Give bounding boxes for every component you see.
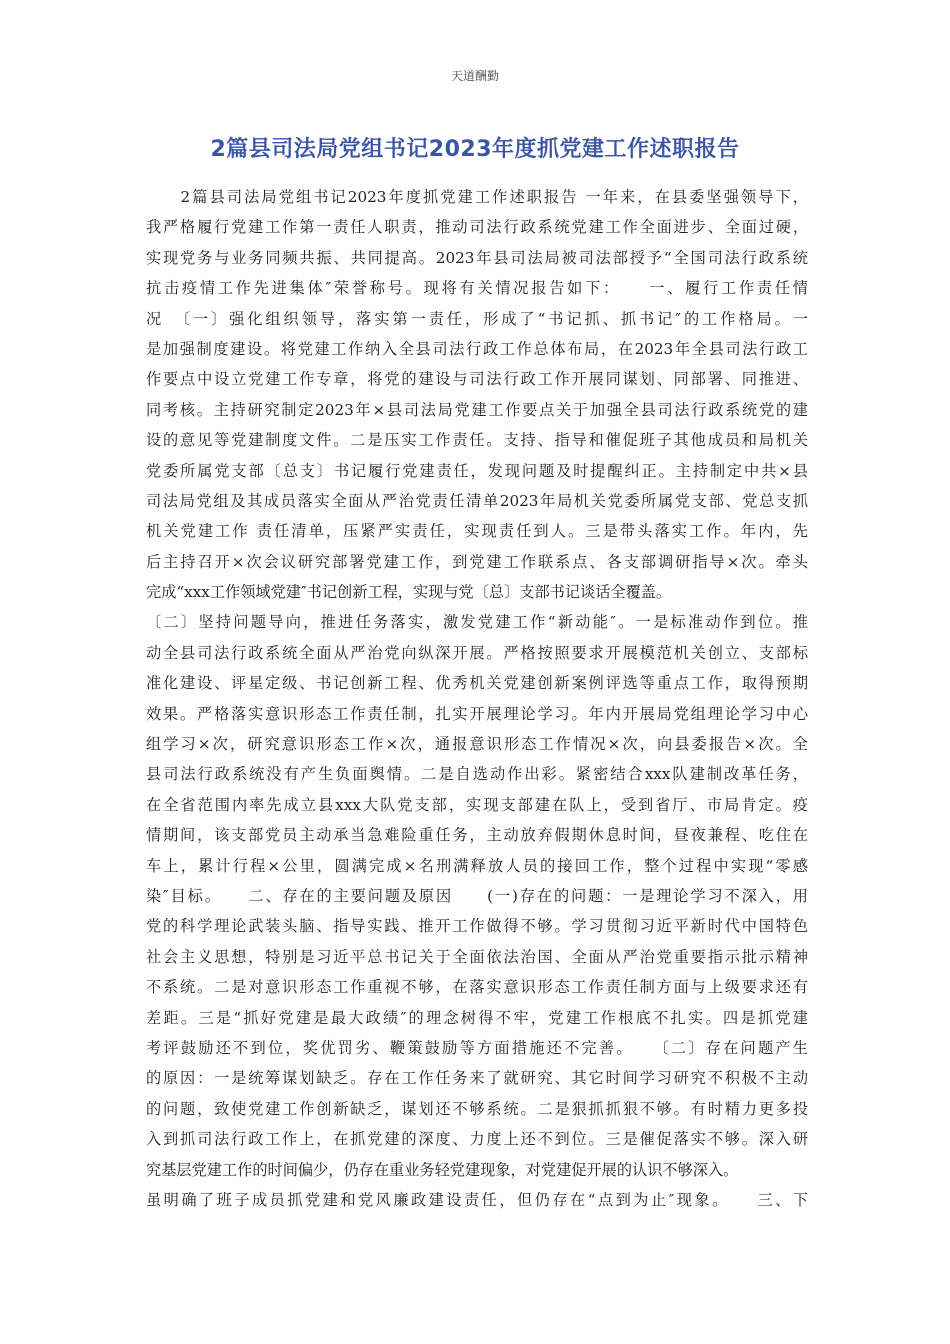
body-line: 入到抓司法行政工作上，在抓党建的深度、力度上还不到位。三是催促落实不够。深入研	[146, 1130, 808, 1149]
body-line: 后主持召开×次会议研究部署党建工作，到党建工作联系点、各支部调研指导×次。牵头	[146, 552, 808, 571]
body-line: 情期间，该支部党员主动承当急难险重任务，主动放弃假期休息时间，昼夜兼程、吃住在	[146, 826, 808, 845]
body-line: 效果。严格落实意识形态工作责任制，扎实开展理论学习。年内开展局党组理论学习中心	[146, 704, 808, 723]
body-line: 同考核。主持研究制定2023年×县司法局党建工作要点关于加强全县司法行政系统党的建	[146, 400, 808, 419]
body-line: 不系统。二是对意识形态工作重视不够，在落实意识形态工作责任制方面与上级要求还有	[146, 978, 808, 997]
document-body	[146, 182, 808, 1215]
body-line: 实现党务与业务同频共振、共同提高。2023年县司法局被司法部授予“全国司法行政系统	[146, 248, 808, 267]
body-line: 的原因：一是统筹谋划缺乏。存在工作任务来了就研究、其它时间学习研究不积极不主动	[146, 1069, 808, 1088]
body-line: 动全县司法行政系统全面从严治党向纵深开展。严格按照要求开展模范机关创立、支部标	[146, 643, 808, 662]
body-line: 染″目标。 二、存在的主要问题及原因 (一)存在的问题：一是理论学习不深入，用	[146, 886, 808, 905]
body-line: 在全省范围内率先成立县xxx大队党支部，实现支部建在队上，受到省厅、市局肯定。疫	[146, 795, 808, 814]
body-line: 组学习×次，研究意识形态工作×次，通报意识形态工作情况×次，向县委报告×次。全	[146, 735, 808, 754]
body-line: 社会主义思想，特别是习近平总书记关于全面依法治国、全面从严治党重要指示批示精神	[146, 947, 808, 966]
body-line: 抗击疫情工作先进集体″荣誉称号。现将有关情况报告如下： 一、履行工作责任情	[146, 279, 808, 298]
body-line: 差距。三是“抓好党建是最大政绩″的理念树得不牢，党建工作根底不扎实。四是抓党建	[146, 1008, 808, 1027]
body-line: 县司法行政系统没有产生负面舆情。二是自选动作出彩。紧密结合xxx队建制改革任务，	[146, 765, 808, 784]
body-line: 准化建设、评星定级、书记创新工程、优秀机关党建创新案例评选等重点工作，取得预期	[146, 674, 808, 693]
body-line: 作要点中设立党建工作专章，将党的建设与司法行政工作开展同谋划、同部署、同推进、	[146, 370, 808, 389]
body-line: 况 〔一〕强化组织领导，落实第一责任，形成了“书记抓、抓书记″的工作格局。一	[146, 309, 808, 328]
body-line: 司法局党组及其成员落实全面从严治党责任清单2023年局机关党委所属党支部、党总支抓	[146, 491, 808, 510]
body-line: 〔二〕坚持问题导向，推进任务落实，激发党建工作“新动能″。一是标准动作到位。推	[146, 613, 808, 632]
body-line: 党委所属党支部〔总支〕书记履行党建责任，发现问题及时提醒纠正。主持制定中共×县	[146, 461, 808, 480]
header-watermark: 天道酬勤	[450, 69, 499, 83]
body-line: 完成“xxx工作领域党建″书记创新工程，实现与党〔总〕支部书记谈话全覆盖。	[146, 583, 672, 602]
body-line: 车上，累计行程×公里，圆满完成×名刑满释放人员的接回工作，整个过程中实现“零感	[146, 856, 808, 875]
body-line: 究基层党建工作的时间偏少，仍存在重业务轻党建现象，对党建促开展的认识不够深入。	[146, 1160, 739, 1179]
body-line: 是加强制度建设。将党建工作纳入全县司法行政工作总体布局，在2023年全县司法行政工	[146, 339, 808, 358]
document-title: 2篇县司法局党组书记2023年度抓党建工作述职报告	[210, 137, 740, 162]
body-line: 2篇县司法局党组书记2023年度抓党建工作述职报告 一年来，在县委坚强领导下，	[146, 188, 808, 206]
body-line: 考评鼓励还不到位，奖优罚劣、鞭策鼓励等方面措施还不完善。 〔二〕存在问题产生	[146, 1038, 808, 1057]
body-line: 我严格履行党建工作第一责任人职责，推动司法行政系统党建工作全面进步、全面过硬，	[146, 218, 808, 237]
body-line: 虽明确了班子成员抓党建和党风廉政建设责任，但仍存在“点到为止″现象。 三、下	[146, 1190, 808, 1209]
body-line: 的问题，致使党建工作创新缺乏，谋划还不够系统。二是狠抓抓狠不够。有时精力更多投	[146, 1099, 808, 1118]
body-line: 党的科学理论武装头脑、指导实践、推开工作做得不够。学习贯彻习近平新时代中国特色	[146, 917, 808, 936]
body-line: 设的意见等党建制度文件。二是压实工作责任。支持、指导和催促班子其他成员和局机关	[146, 431, 808, 450]
body-line: 机关党建工作 责任清单，压紧严实责任，实现责任到人。三是带头落实工作。年内，先	[146, 522, 808, 541]
